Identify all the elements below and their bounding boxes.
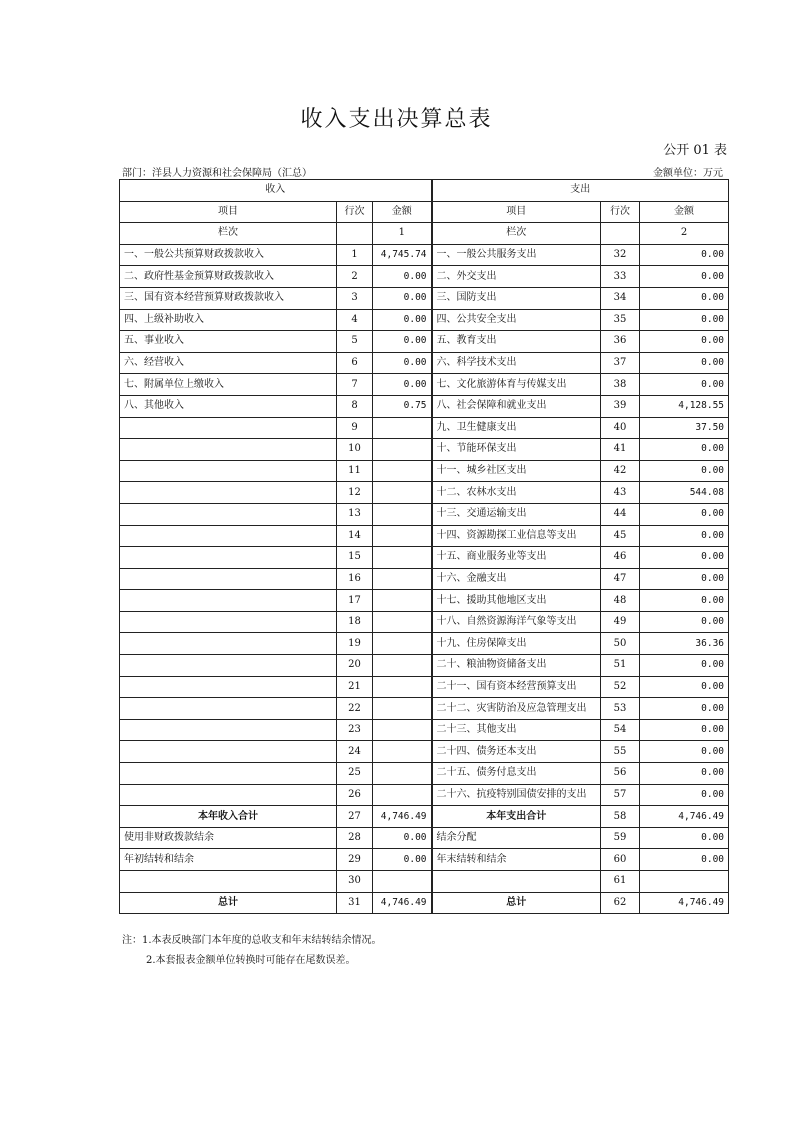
income-amount-cell — [373, 417, 432, 439]
expense-item-cell: 十九、住房保障支出 — [432, 633, 601, 655]
expense-amount-cell: 0.00 — [640, 827, 729, 849]
expense-amount-cell: 0.00 — [640, 266, 729, 288]
income-line-cell: 9 — [337, 417, 373, 439]
income-item-cell — [120, 590, 337, 612]
income-line-cell: 27 — [337, 806, 373, 828]
expense-amount-header: 金额 — [640, 201, 729, 223]
income-amount-cell: 0.00 — [373, 309, 432, 331]
page-title: 收入支出决算总表 — [300, 107, 493, 132]
income-item-cell — [120, 633, 337, 655]
expense-amount-cell: 0.00 — [640, 503, 729, 525]
income-amount-cell — [373, 611, 432, 633]
notes — [122, 931, 382, 971]
income-amount-cell — [373, 676, 432, 698]
income-amount-cell — [373, 871, 432, 893]
income-line-cell: 23 — [337, 719, 373, 741]
expense-item-cell: 结余分配 — [432, 827, 601, 849]
expense-amount-cell — [640, 871, 729, 893]
table-row — [120, 655, 729, 677]
expense-amount-cell: 4,746.49 — [640, 892, 729, 914]
expense-amount-cell: 0.00 — [640, 568, 729, 590]
income-item-cell — [120, 719, 337, 741]
table-row — [120, 590, 729, 612]
income-amount-cell — [373, 763, 432, 785]
income-line-cell: 25 — [337, 763, 373, 785]
income-item-cell — [120, 741, 337, 763]
income-item-cell — [120, 547, 337, 569]
expense-item-cell: 年末结转和结余 — [432, 849, 601, 871]
table-row — [120, 892, 729, 914]
expense-item-cell: 十八、自然资源海洋气象等支出 — [432, 611, 601, 633]
income-item-cell — [120, 503, 337, 525]
income-line-cell: 6 — [337, 352, 373, 374]
income-amount-cell — [373, 741, 432, 763]
expense-line-cell: 42 — [601, 460, 640, 482]
income-line-cell: 22 — [337, 698, 373, 720]
table-row — [120, 611, 729, 633]
expense-item-header: 项目 — [432, 201, 601, 223]
expense-amount-cell: 0.00 — [640, 525, 729, 547]
income-item-cell — [120, 611, 337, 633]
expense-item-cell: 八、社会保障和就业支出 — [432, 395, 601, 417]
expense-amount-cell: 0.00 — [640, 611, 729, 633]
table-row — [120, 827, 729, 849]
expense-item-cell — [432, 871, 601, 893]
expense-item-cell: 一、一般公共服务支出 — [432, 244, 601, 266]
expense-item-cell: 二十、粮油物资储备支出 — [432, 655, 601, 677]
expense-item-cell: 二十五、债务付息支出 — [432, 763, 601, 785]
income-line-header: 行次 — [337, 201, 373, 223]
expense-item-cell: 六、科学技术支出 — [432, 352, 601, 374]
income-item-cell — [120, 460, 337, 482]
expense-line-cell: 43 — [601, 482, 640, 504]
expense-item-cell: 本年支出合计 — [432, 806, 601, 828]
expense-item-cell: 总计 — [432, 892, 601, 914]
income-item-cell — [120, 763, 337, 785]
expense-line-cell: 58 — [601, 806, 640, 828]
income-line-cell: 30 — [337, 871, 373, 893]
expense-amount-cell: 0.00 — [640, 719, 729, 741]
table-row — [120, 633, 729, 655]
income-item-cell: 一、一般公共预算财政拨款收入 — [120, 244, 337, 266]
expense-amount-cell: 0.00 — [640, 698, 729, 720]
income-amount-cell: 4,746.49 — [373, 892, 432, 914]
income-amount-cell: 0.00 — [373, 352, 432, 374]
expense-line-cell: 52 — [601, 676, 640, 698]
income-amount-cell — [373, 482, 432, 504]
expense-line-cell: 32 — [601, 244, 640, 266]
expense-item-cell: 十二、农林水支出 — [432, 482, 601, 504]
income-line-cell: 24 — [337, 741, 373, 763]
income-item-cell: 五、事业收入 — [120, 331, 337, 353]
income-item-cell — [120, 698, 337, 720]
expense-item-cell: 二十六、抗疫特别国债安排的支出 — [432, 784, 601, 806]
expense-amount-cell: 0.00 — [640, 331, 729, 353]
expense-line-cell: 39 — [601, 395, 640, 417]
form-code: 公开 01 表 — [663, 143, 727, 158]
section-header-row — [120, 180, 729, 202]
expense-line-cell: 57 — [601, 784, 640, 806]
note-1: 注：1.本表反映部门本年度的总收支和年末结转结余情况。 — [122, 935, 382, 946]
income-item-cell — [120, 525, 337, 547]
income-amount-cell — [373, 547, 432, 569]
expense-line-cell: 34 — [601, 287, 640, 309]
table-row — [120, 849, 729, 871]
income-amount-cell: 0.00 — [373, 849, 432, 871]
expense-line-cell: 40 — [601, 417, 640, 439]
expense-amount-cell: 4,746.49 — [640, 806, 729, 828]
income-item-cell — [120, 676, 337, 698]
table-row — [120, 698, 729, 720]
expense-column-label: 栏次 — [432, 223, 601, 245]
income-item-cell: 三、国有资本经营预算财政拨款收入 — [120, 287, 337, 309]
expense-amount-cell: 0.00 — [640, 590, 729, 612]
table-row — [120, 352, 729, 374]
expense-line-cell: 49 — [601, 611, 640, 633]
income-line-cell: 19 — [337, 633, 373, 655]
expense-line-cell: 56 — [601, 763, 640, 785]
expense-line-cell: 50 — [601, 633, 640, 655]
income-line-cell: 1 — [337, 244, 373, 266]
table-row — [120, 719, 729, 741]
note-2: 2.本套报表金额单位转换时可能存在尾数误差。 — [146, 955, 356, 966]
income-item-cell: 四、上级补助收入 — [120, 309, 337, 331]
expense-item-cell: 二十四、债务还本支出 — [432, 741, 601, 763]
income-item-cell: 七、附属单位上缴收入 — [120, 374, 337, 396]
income-line-cell: 13 — [337, 503, 373, 525]
expense-line-cell: 36 — [601, 331, 640, 353]
table-row — [120, 244, 729, 266]
income-section-header: 收入 — [120, 180, 432, 202]
expense-column-number: 2 — [640, 223, 729, 245]
income-amount-cell — [373, 655, 432, 677]
expense-amount-cell: 0.00 — [640, 763, 729, 785]
table-row — [120, 871, 729, 893]
expense-line-cell: 37 — [601, 352, 640, 374]
income-line-cell: 29 — [337, 849, 373, 871]
table-row — [120, 547, 729, 569]
income-item-cell: 本年收入合计 — [120, 806, 337, 828]
income-item-cell — [120, 871, 337, 893]
expense-line-cell: 46 — [601, 547, 640, 569]
income-column-number: 1 — [373, 223, 432, 245]
table-row — [120, 331, 729, 353]
column-number-row — [120, 223, 729, 245]
expense-amount-cell: 37.50 — [640, 417, 729, 439]
income-amount-cell — [373, 719, 432, 741]
income-line-cell: 5 — [337, 331, 373, 353]
expense-amount-cell: 0.00 — [640, 547, 729, 569]
income-line-cell: 2 — [337, 266, 373, 288]
income-line-cell: 15 — [337, 547, 373, 569]
income-line-cell: 16 — [337, 568, 373, 590]
table-row — [120, 309, 729, 331]
income-amount-cell: 4,745.74 — [373, 244, 432, 266]
table-row — [120, 525, 729, 547]
expense-item-cell: 十、节能环保支出 — [432, 439, 601, 461]
column-header-row — [120, 201, 729, 223]
expense-item-cell: 二、外交支出 — [432, 266, 601, 288]
expense-line-cell: 51 — [601, 655, 640, 677]
expense-amount-cell: 0.00 — [640, 784, 729, 806]
income-line-cell: 3 — [337, 287, 373, 309]
expense-amount-cell: 0.00 — [640, 287, 729, 309]
income-item-cell: 二、政府性基金预算财政拨款收入 — [120, 266, 337, 288]
expense-line-cell: 60 — [601, 849, 640, 871]
income-item-cell — [120, 417, 337, 439]
expense-item-cell: 十一、城乡社区支出 — [432, 460, 601, 482]
table-row — [120, 784, 729, 806]
income-amount-cell — [373, 698, 432, 720]
income-line-cell: 28 — [337, 827, 373, 849]
expense-item-cell: 二十一、国有资本经营预算支出 — [432, 676, 601, 698]
income-line-cell: 21 — [337, 676, 373, 698]
expense-amount-cell: 0.00 — [640, 655, 729, 677]
expense-item-cell: 九、卫生健康支出 — [432, 417, 601, 439]
income-amount-cell: 0.75 — [373, 395, 432, 417]
expense-amount-cell: 0.00 — [640, 309, 729, 331]
income-line-cell: 4 — [337, 309, 373, 331]
income-item-cell: 年初结转和结余 — [120, 849, 337, 871]
expense-amount-cell: 0.00 — [640, 849, 729, 871]
expense-line-blank — [601, 223, 640, 245]
expense-line-cell: 33 — [601, 266, 640, 288]
income-amount-cell — [373, 460, 432, 482]
table-row — [120, 374, 729, 396]
income-line-cell: 7 — [337, 374, 373, 396]
table-row — [120, 676, 729, 698]
expense-line-cell: 59 — [601, 827, 640, 849]
expense-item-cell: 十六、金融支出 — [432, 568, 601, 590]
table-row — [120, 460, 729, 482]
income-item-cell — [120, 482, 337, 504]
expense-item-cell: 四、公共安全支出 — [432, 309, 601, 331]
expense-amount-cell: 0.00 — [640, 439, 729, 461]
expense-item-cell: 五、教育支出 — [432, 331, 601, 353]
expense-amount-cell: 0.00 — [640, 741, 729, 763]
income-amount-cell: 4,746.49 — [373, 806, 432, 828]
expense-amount-cell: 544.08 — [640, 482, 729, 504]
table-body — [120, 244, 729, 913]
income-item-header: 项目 — [120, 201, 337, 223]
income-item-cell: 总计 — [120, 892, 337, 914]
table-row — [120, 568, 729, 590]
expense-section-header: 支出 — [432, 180, 729, 202]
table-row — [120, 763, 729, 785]
expense-line-cell: 47 — [601, 568, 640, 590]
table-row — [120, 266, 729, 288]
table-row — [120, 417, 729, 439]
income-line-blank — [337, 223, 373, 245]
income-amount-cell — [373, 503, 432, 525]
income-amount-cell — [373, 633, 432, 655]
expense-line-cell: 44 — [601, 503, 640, 525]
table-row — [120, 287, 729, 309]
income-item-cell — [120, 568, 337, 590]
income-item-cell: 六、经营收入 — [120, 352, 337, 374]
expense-amount-cell: 0.00 — [640, 244, 729, 266]
expense-line-cell: 61 — [601, 871, 640, 893]
expense-line-cell: 55 — [601, 741, 640, 763]
income-line-cell: 17 — [337, 590, 373, 612]
income-amount-cell: 0.00 — [373, 266, 432, 288]
table-row — [120, 503, 729, 525]
expense-amount-cell: 0.00 — [640, 352, 729, 374]
income-line-cell: 18 — [337, 611, 373, 633]
income-amount-cell: 0.00 — [373, 374, 432, 396]
unit-label: 金额单位：万元 — [653, 168, 723, 179]
income-item-cell: 八、其他收入 — [120, 395, 337, 417]
income-amount-cell — [373, 525, 432, 547]
table-row — [120, 741, 729, 763]
expense-line-cell: 48 — [601, 590, 640, 612]
income-amount-header: 金额 — [373, 201, 432, 223]
expense-line-cell: 62 — [601, 892, 640, 914]
expense-line-cell: 54 — [601, 719, 640, 741]
expense-amount-cell: 0.00 — [640, 676, 729, 698]
expense-line-cell: 45 — [601, 525, 640, 547]
income-item-cell — [120, 439, 337, 461]
table-row — [120, 806, 729, 828]
income-amount-cell: 0.00 — [373, 287, 432, 309]
expense-line-cell: 53 — [601, 698, 640, 720]
expense-item-cell: 三、国防支出 — [432, 287, 601, 309]
expense-item-cell: 二十三、其他支出 — [432, 719, 601, 741]
income-line-cell: 10 — [337, 439, 373, 461]
income-line-cell: 12 — [337, 482, 373, 504]
income-item-cell — [120, 655, 337, 677]
income-line-cell: 20 — [337, 655, 373, 677]
expense-line-cell: 41 — [601, 439, 640, 461]
income-amount-cell: 0.00 — [373, 331, 432, 353]
income-line-cell: 8 — [337, 395, 373, 417]
income-amount-cell: 0.00 — [373, 827, 432, 849]
income-expense-table — [119, 179, 729, 914]
income-line-cell: 14 — [337, 525, 373, 547]
expense-item-cell: 十三、交通运输支出 — [432, 503, 601, 525]
table-row — [120, 439, 729, 461]
expense-amount-cell: 0.00 — [640, 460, 729, 482]
expense-item-cell: 二十二、灾害防治及应急管理支出 — [432, 698, 601, 720]
table-row — [120, 482, 729, 504]
income-amount-cell — [373, 439, 432, 461]
income-amount-cell — [373, 590, 432, 612]
expense-item-cell: 十七、援助其他地区支出 — [432, 590, 601, 612]
expense-line-cell: 35 — [601, 309, 640, 331]
income-item-cell: 使用非财政拨款结余 — [120, 827, 337, 849]
expense-item-cell: 十四、资源勘探工业信息等支出 — [432, 525, 601, 547]
expense-amount-cell: 36.36 — [640, 633, 729, 655]
expense-line-header: 行次 — [601, 201, 640, 223]
expense-item-cell: 七、文化旅游体育与传媒支出 — [432, 374, 601, 396]
expense-line-cell: 38 — [601, 374, 640, 396]
income-line-cell: 31 — [337, 892, 373, 914]
income-line-cell: 26 — [337, 784, 373, 806]
expense-item-cell: 十五、商业服务业等支出 — [432, 547, 601, 569]
income-item-cell — [120, 784, 337, 806]
expense-amount-cell: 0.00 — [640, 374, 729, 396]
expense-amount-cell: 4,128.55 — [640, 395, 729, 417]
table-row — [120, 395, 729, 417]
income-amount-cell — [373, 568, 432, 590]
department-label: 部门：洋县人力资源和社会保障局（汇总） — [122, 168, 312, 179]
income-amount-cell — [373, 784, 432, 806]
income-column-label: 栏次 — [120, 223, 337, 245]
income-line-cell: 11 — [337, 460, 373, 482]
